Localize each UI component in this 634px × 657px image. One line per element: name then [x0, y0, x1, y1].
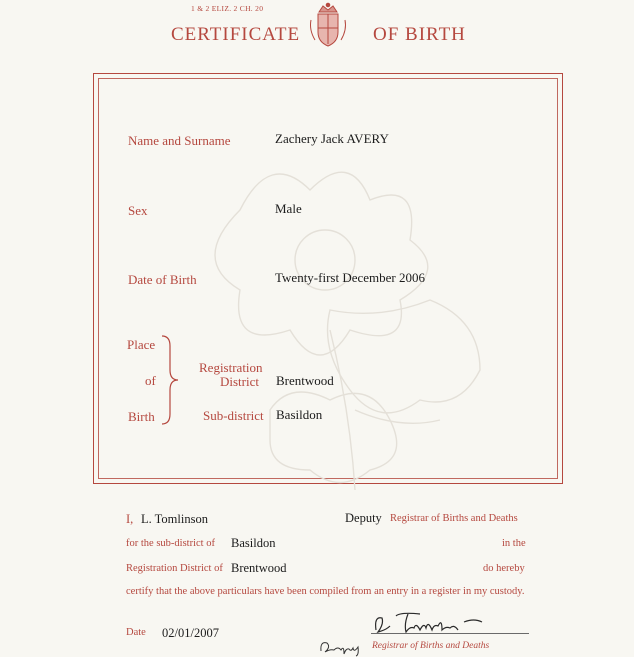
subdistrict-value: Basildon	[276, 407, 323, 422]
sex-value: Male	[275, 201, 302, 216]
name-value: Zachery Jack AVERY	[275, 131, 389, 146]
rose-watermark-icon	[180, 150, 510, 500]
do-hereby-label: do hereby	[483, 563, 525, 574]
registration-label: Registration	[199, 360, 263, 375]
royal-crest-icon	[307, 0, 349, 48]
name-label: Name and Surname	[128, 133, 231, 148]
cert-subdistrict-value: Basildon	[231, 536, 276, 550]
in-the-label: in the	[502, 538, 526, 549]
district-label: District	[220, 374, 259, 389]
for-subdistrict-label: for the sub-district of	[126, 538, 215, 549]
birth-label: Birth	[128, 409, 155, 424]
certificate-title-right: OF BIRTH	[373, 24, 466, 45]
cert-district-value: Brentwood	[231, 561, 287, 575]
registration-district-label: Registration District of	[126, 563, 223, 574]
place-label: Place	[127, 337, 156, 352]
i-label: I,	[126, 512, 134, 526]
of-label: of	[145, 373, 156, 388]
certify-text: certify that the above particulars have been compiled from an entry in a register in my custody.	[126, 586, 525, 597]
handwritten-deputy-icon	[318, 637, 368, 657]
dob-label: Date of Birth	[128, 272, 197, 287]
deputy-word: Deputy	[345, 511, 382, 525]
subdistrict-label: Sub-district	[203, 408, 264, 423]
dob-value: Twenty-first December 2006	[275, 270, 425, 285]
registrar-title: Registrar of Births and Deaths	[390, 513, 518, 524]
signature-caption: Registrar of Births and Deaths	[372, 641, 490, 651]
date-label: Date	[126, 627, 146, 638]
registrar-name: L. Tomlinson	[141, 512, 208, 526]
certificate-title-left: CERTIFICATE	[171, 24, 301, 45]
registration-district-value: Brentwood	[276, 373, 334, 388]
date-value: 02/01/2007	[162, 626, 219, 640]
sex-label: Sex	[128, 203, 148, 218]
curly-brace-icon	[158, 334, 180, 426]
act-reference: 1 & 2 ELIZ. 2 CH. 20	[191, 4, 264, 13]
signature-line	[371, 633, 529, 634]
